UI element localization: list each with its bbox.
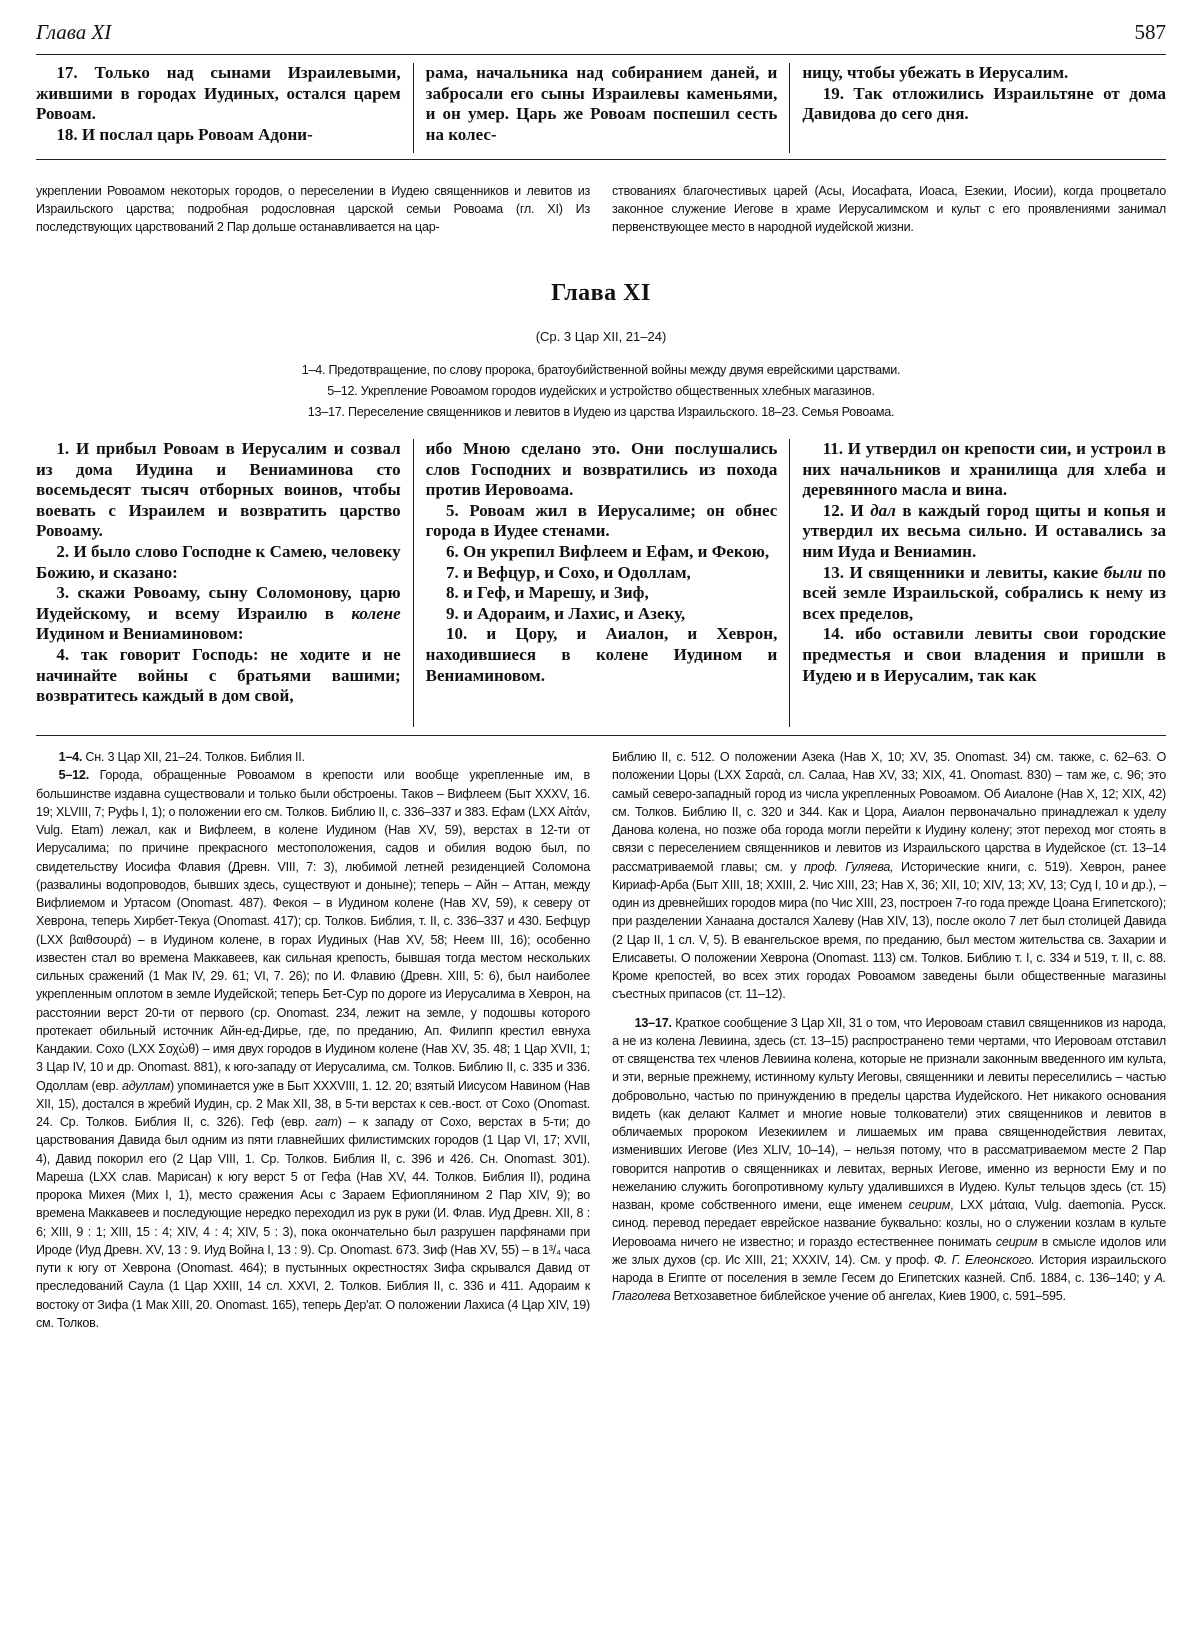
commentary-5-12-continued: Библию II, с. 512. О положении Азека (Нав X, 10; XV, 35. Onomast. 34) см. также, с. 62–63. О положении Цоры (LXX Σαραὰ, сл. Салаа, Нав XV, 33; XIX, 41. Onomast. 830) – там же, с. 96; это самый северо-западный город из числа укрепленных Ровоамом. Об Аиалоне (Нав X, 12; XIX, 42) см. Толков. Библию II, с. 320 и 344. Как и Цора, Аиалон первоначально принадлежал к уделу Данова колена, но позже оба города могли перейти к Иудину колену; этот переход мог стоять в связи с переселением священников и левитов из Израильского царства в Иудейское (ст. 13–14 рассматриваемой главы; см. у проф. Гуляева, Исторические книги, с. 519). Хеврон, ранее Кириаф-Арба (Быт XIII, 18; XXIII, 2. Чис XIII, 23; Нав X, 36; XII, 10; XIV, 13; XV, 13; Суд I, 10 и др.), – один из древнейших городов мира (по Чис XIII, 23, построен 7-го года прежде Цоана Египетского); при разделении Ханаана достался Халеву (Нав XIV, 13), после около 7 лет был столицей Давида (2 Цар II, 1 сл. V, 5). В евангельское время, по преданию, был местом жительства св. Захарии и Елисаветы. О положении Хеврона (Onomast. 113) см. Толков. Библию т. I, с. 334 и 519, т. II, с. 88. Кроме крепостей, во всех этих городах Ровоамом заведены были общественные магазины съестных припасов (ст. 11–12). [612, 750, 1166, 1002]
verse-7: 7. и Вефцур, и Сохо, и Одоллам, [446, 562, 691, 582]
verse-column-2 [413, 63, 790, 153]
verse-18: 18. И послал царь Ровоам Адони- [56, 124, 313, 144]
verse-11: 11. И утвердил он крепости сии, и устроил в них начальников и хранилища для хлеба и деревянного масла и вина. [802, 439, 1166, 500]
commentary-chapter-11 [36, 748, 1166, 1534]
verse-2: 2. И было слово Господне к Самею, человеку Божию, и сказано: [36, 541, 401, 582]
commentary-paragraph: укреплении Ровоамом некоторых городов, о переселении в Иудею священников и левитов из Израильского царства; подробная родословная царской семьи Ровоама (гл. XI) Из последствующих царствований 2 Пар дольше останавливается на цар- [36, 184, 590, 235]
verse-column-3 [789, 63, 1166, 153]
verse-10: 10. и Цору, и Аиалон, и Хеврон, находившиеся в колене Иудином и Вениаминовом. [425, 624, 778, 685]
divider [36, 735, 1166, 736]
page-number: 587 [1134, 20, 1166, 44]
italic-word: дал [870, 500, 896, 520]
chapter-summary [36, 360, 1166, 423]
commentary-1-4: 1–4. Сн. 3 Цар XII, 21–24. Толков. Библия II. [58, 750, 305, 764]
chapter-heading [36, 280, 1166, 344]
italic-word: были [1103, 562, 1143, 582]
verse-4: 4. так говорит Господь: не ходите и не начинайте войны с братьями вашими; возвратитесь каждый в дом свой, [36, 644, 401, 706]
commentary-column-2 [612, 748, 1166, 1534]
commentary-5-12: 5–12. Города, обращенные Ровоамом в крепости или вообще укрепленные им, в большинстве издавна существовали и только были обстроены. Таков – Вифлеем (Быт XXXV, 16. 19; XLVIII, 7; Руфь I, 1); о положении его см. Толков. Библию II, с. 336–337 и 383. Ефам (LXX Αἰτάν, Vulg. Etam) лежал, как и Вифлеем, в колене Иудином (Нав XV, 59), верстах в 12-ти от Иерусалима; по причине прекрасного местоположения, садов и обилия водою был, по свидетельству Иосифа Флавия (Древн. VIII, 7: 3), любимой летней резиденцией Соломона (развалины водопроводов, бывших здесь, существуют и доныне); теперь – Айн – Аттан, между Вифлиемом и Уртасом (Onomast. 487). Фекоя – в Иудином колене (Нав XV, 59), к северу от Хеврона, теперь Хирбет-Текуа (Onomast. 417); ср. Толков. Библия, т. II, с. 336–337 и 430. Бефцур (LXX βαιθσουρά) – в Иудином колене, в горах Иудиных (Нав XV, 58; Неем III, 16); особенно известен стал во времена Маккавеев, как сильная крепость, бывшая тогда местом нескольких сильных сражений (1 Мак IV, 29. 61; VI, 7. 26); по И. Флавию (Древн. XIII, 5: 6), был наиболее укрепленным оплотом в земле Иудейской; теперь Бет-Сур по дороге из Иерусалима в Хеврон, на расстоянии верст 20-ти от первого (ср. Onomast. 234, лежит на земле, у подошвы которого протекает обильный источник Айн-ед-Дирье, где, по преданию, Ап. Филипп крестил евнуха Кандакии. Сохо (LXX Σοχὼθ) – имя двух городов в Иудином колене (Нав XV, 35. 48; 1 Цар XVII, 1; 3 Цар IV, 10 и др. Onomast. 881), к юго-западу от Иерусалима, см. Толков. Библию II, с. 335 и 336. Одоллам (евр. адуллам) упоминается уже в Быт XXXVIII, 1. 12. 20; взятый Иисусом Навином (Нав XII, 15), достался в жребий Иудин, ср. 2 Мак XII, 38, в 5-ти верстах к сев.-вост. от Сохо (Onomast. 24. Ср. Толков. Библия II, с. 326). Геф (евр. гат) – к западу от Сохо, верстах в 5-ти; до царствования Давида был одним из пяти главнейших филистимских городов (1 Цар VI, 17; XVII, 4), Давид покорил его (2 Цар VIII, 1. Ср. Толков. Библия II, с. 396 и 426. Сн. Onomast. 301). Мареша (LXX слав. Марисан) к югу верст 5 от Гефа (Нав XV, 44. Толков. Библия II), родина пророка Михея (Мих I, 1), место сражения Асы с Зараем Ефиоплянином 2 Пар XIV, 9); во времена Маккавеев и последующие нередко переходил из рук в руки (И. Флав. Иуд Древн. XII, 8 : 6; XIII, 9 : 1; XIII, 15 : 4; XIV, 4 : 4; XIV, 5 : 3), пока окончательно был разрушен парфянами при Ироде (Иуд Древн. XV, 13 : 9. Иуд Война I, 13 : 9). Ср. Onomast. 673. Зиф (Нав XV, 55) – в 1³/₄ часа пути к югу от Хеврона (Onomast. 464); в пустынных окрестностях Зифа скрывался Давид от преследований Саула (1 Цар XXIII, 14 сл. XXVI, 2. Толков. Библия II, с. 336 и 411. Адораим к востоку от Зифа (1 Мак XIII, 20. Onomast. 165), теперь Дер'ат. О положении Лахиса (4 Цар XIV, 19) см. Толков. [36, 768, 590, 1330]
summary-line: 1–4. Предотвращение, по слову пророка, братоубийственной войны между двумя еврейскими царствами. [301, 363, 901, 377]
chapter-reference: (Ср. 3 Цар XII, 21–24) [535, 329, 667, 344]
verse-18-continued: рама, начальника над собиранием даней, и забросали его сыны Израилевы каменьями, и он умер. Царь же Ровоам поспешил сесть на колес- [425, 63, 778, 144]
summary-line: 5–12. Укрепление Ровоамом городов иудейских и устройство общественных хлебных магазинов. [327, 384, 875, 398]
divider [36, 159, 1166, 160]
verse-17: 17. Только над сынами Израилевыми, жившими в городах Иудиных, остался царем Ровоам. [36, 63, 401, 124]
verse-5: 5. Ровоам жил в Иерусалиме; он обнес города в Иудее стенами. [425, 500, 778, 541]
verse-12: 12. И дал в каждый город щиты и копья и утвердил их весьма сильно. И оставались за ним Иуда и Вениамин. [802, 500, 1166, 561]
verse-columns-top [36, 63, 1166, 153]
summary-line: 13–17. Переселение священников и левитов в Иудею из царства Израильского. 18–23. Семья Ровоама. [307, 405, 895, 419]
verse-columns-chapter-11 [36, 439, 1166, 727]
page [36, 14, 1166, 1619]
chapter-title: Глава XI [551, 280, 651, 306]
commentary-13-17: 13–17. Краткое сообщение 3 Цар XII, 31 о том, что Иеровоам ставил священников из народа, а не из колена Левиина, здесь (ст. 13–15) распространено теми чертами, что Иеровоам отставил от священства тех членов Левиина колена, которые не признали законным введенного им культа, и эти, верные прежнему, истинному культу Иеговы, священники и левиты переселились – частью добровольно, частью по принуждению в пределы царства Иудейского. Нет никакого основания видеть (как делают Калмет и многие новые толкователи) этих священников и левитов в обличаемых пророком Иезекиилем и лишаемых им права священнодействия левитах, изменивших Иегове (Иез XLIV, 10–14), – нельзя потому, что в рассматриваемом месте 2 Пар говорится напротив о священниках и левитах, верных Иегове, именно из верности Ему и по нежеланию служить богопротивному культу удалившихся в Иудею. Культ тельцов здесь (ст. 15) назван, кроме собственного имени, еще именем сеирим, LXX μάταια, Vulg. daemonia. Русск. синод. перевод передает еврейское название буквально: козлы, но о служении козлам в культе Иеровоама ничего не известно; и гораздо естественнее понимать сеирим в смысле идолов или же злых духов (ср. Ис XIII, 21; XXXIV, 14). См. у проф. Ф. Г. Елеонского. История израильского народа в Египте от поселения в земле Гесем до Египетских казней. Спб. 1884, с. 136–140; у А. Глаголева Ветхозаветное библейское учение об ангелах, Киев 1900, с. 591–595. [612, 1015, 1166, 1304]
commentary-top [36, 182, 1166, 256]
commentary-range: 13–17. [634, 1015, 672, 1030]
commentary-top-column-2 [612, 182, 1166, 256]
verse-18-end: ницу, чтобы убежать в Иерусалим. [802, 63, 1069, 82]
commentary-top-column-1 [36, 182, 590, 256]
verse-8: 8. и Геф, и Марешу, и Зиф, [446, 583, 649, 603]
verse-6: 6. Он укрепил Вифлеем и Ефам, и Фекою, [446, 541, 770, 561]
verse-column-3 [789, 439, 1166, 727]
italic-word: колене [351, 603, 401, 623]
verse-14: 14. ибо оставили левиты свои городские предместья и свои владения и пришли в Иудею и в Иерусалим, так как [802, 624, 1166, 685]
commentary-column-1 [36, 748, 590, 1534]
running-header [36, 14, 1166, 55]
running-header-chapter: Глава XI [36, 20, 112, 44]
verse-column-2 [413, 439, 790, 727]
verse-13: 13. И священники и левиты, какие были по всей земле Израильской, собрались к нему из всех пределов, [802, 562, 1166, 623]
verse-1: 1. И прибыл Ровоам в Иерусалим и созвал из дома Иудина и Вениаминова сто восемьдесят тысяч отборных воинов, чтобы воевать с Израилем и возвратить царство Ровоаму. [36, 439, 401, 541]
verse-3: 3. скажи Ровоаму, сыну Соломонову, царю Иудейскому, и всему Израилю в колене Иудином и Вениаминовом: [36, 583, 401, 644]
commentary-range: 5–12. [58, 768, 89, 783]
verse-9: 9. и Адораим, и Лахис, и Азеку, [446, 603, 686, 623]
verse-4-continued: ибо Мною сделано это. Они послушались слов Господних и возвратились из похода против Иеровоама. [425, 439, 778, 500]
verse-19: 19. Так отложились Израильтяне от дома Давидова до сего дня. [802, 83, 1166, 124]
verse-column-1 [36, 63, 413, 153]
verse-column-1 [36, 439, 413, 727]
commentary-range: 1–4. [58, 750, 83, 764]
commentary-paragraph: ствованиях благочестивых царей (Асы, Иосафата, Иоаса, Езекии, Иосии), когда процветало законное служение Иегове в храме Иерусалимском и культ с его проявлениями занимал первенствующее место в народной иудейской жизни. [612, 184, 1166, 235]
